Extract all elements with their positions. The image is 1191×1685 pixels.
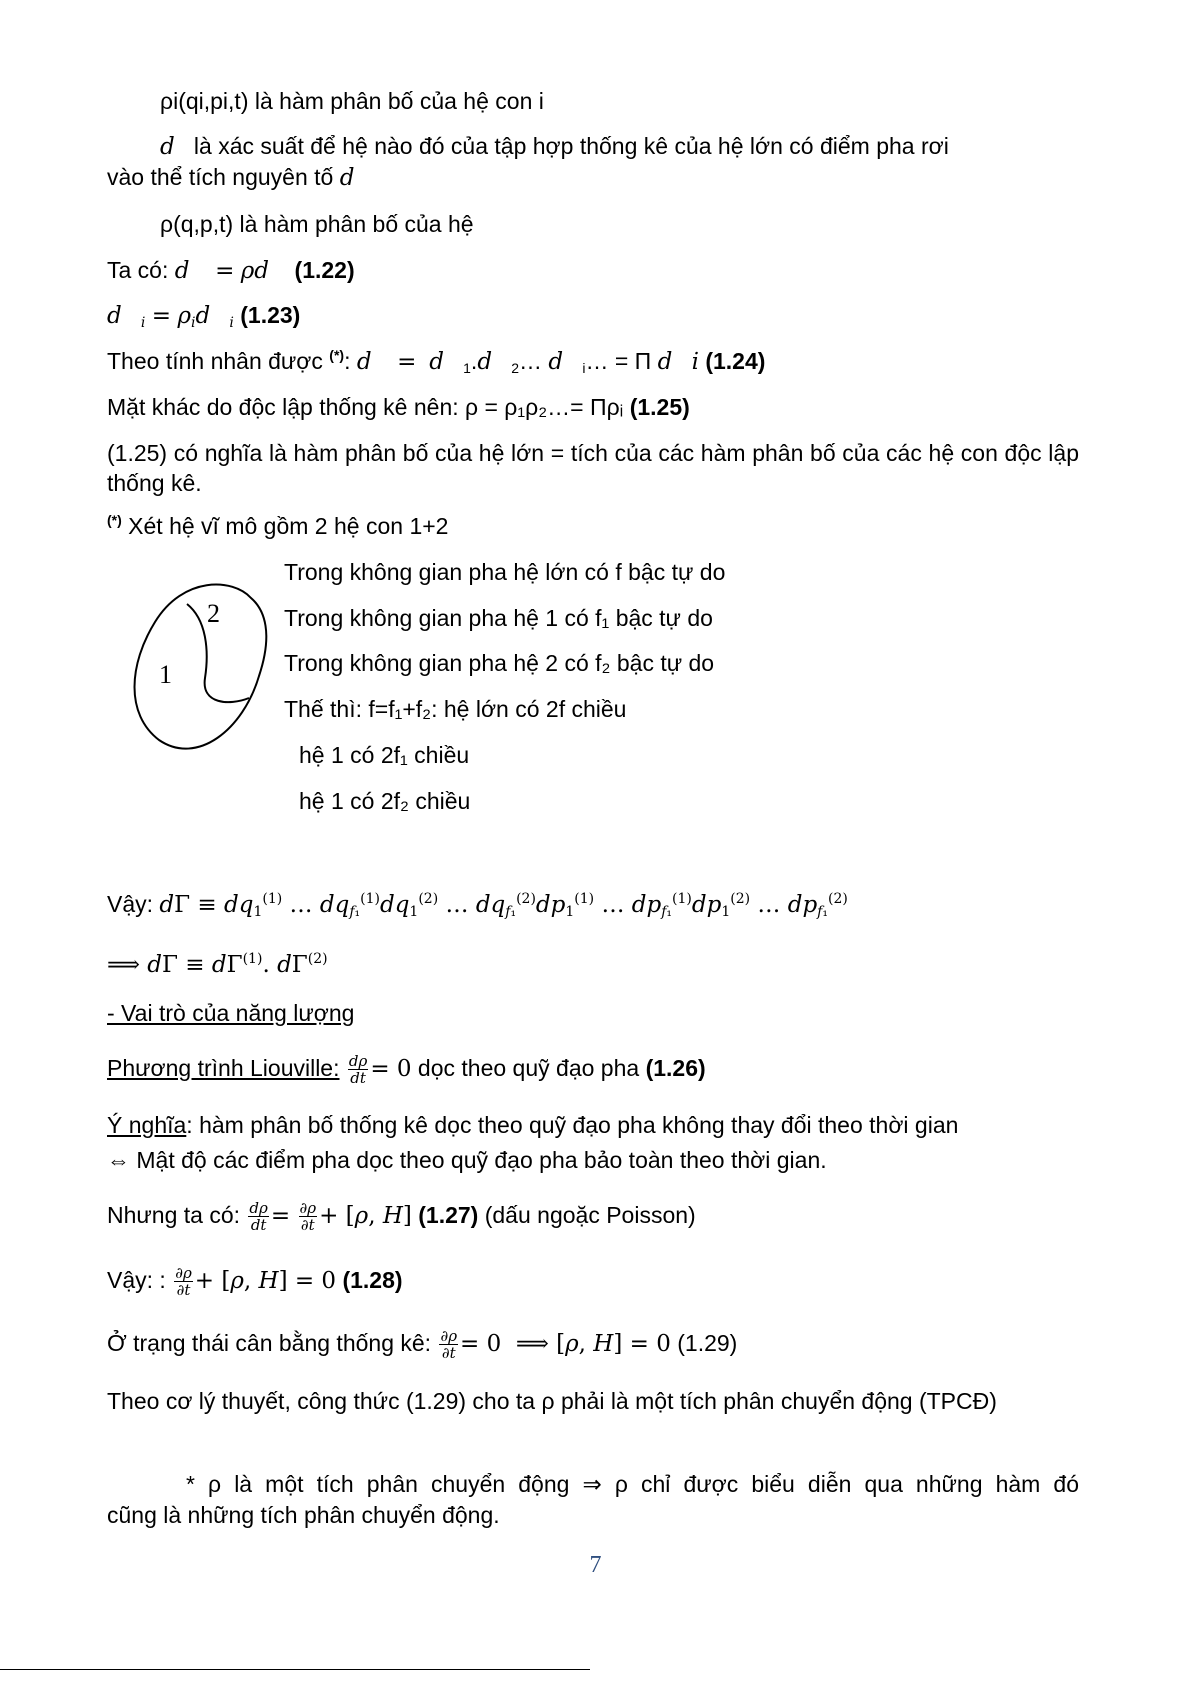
subsystem-diagram: [125, 580, 275, 760]
line-eq-1-22: Ta có: d = ρd (1.22): [107, 257, 355, 284]
paragraph-product-meaning: (1.25) có nghĩa là hàm phân bố của hệ lớn = tích của các hàm phân bố của các hệ con độc lập thống kê.: [107, 440, 1079, 496]
line-probability: d là xác suất để hệ nào đó của tập hợp thống kê của hệ lớn có điểm pha rơi: [160, 133, 949, 160]
line-system2-dof: Trong không gian pha hệ 2 có f₂ bậc tự do: [284, 650, 715, 676]
line-macrosystem: (*) Xét hệ vĩ mô gồm 2 hệ con 1+2: [107, 512, 449, 539]
line-note-cont: cũng là những tích phân chuyển động.: [107, 1502, 500, 1528]
line-note: * ρ là một tích phân chuyển động ⇒ ρ chỉ được biểu diễn qua những hàm đó: [186, 1471, 1079, 1497]
eq-number-1-29: (1.29): [677, 1330, 738, 1356]
eq-number-1-26: (1.26): [645, 1055, 706, 1081]
line-system1-dim: hệ 1 có 2f₁ chiều: [299, 742, 470, 768]
line-eq-1-29: Ở trạng thái cân bằng thống kê: $\frac{\partial\rho}{\partial t}$ = 0 ⟹ [ρ, H] = 0 (1.29): [107, 1327, 738, 1363]
line-eq-1-27: Nhưng ta có: $\frac{d\rho}{dt}$ = $\frac{\partial\rho}{\partial t}$ + [ρ, H] (1.27) (dấu ngoặc Poisson): [107, 1199, 696, 1235]
line-volume-element: Vậy: $d\Gamma \equiv dq_1^{(1)}$ … $dq_{f_1}^{(1)}dq_1^{(2)}$ … $dq_{f_1}^{(2)}dp_1^{(1)}$ … $dp_{f_1}^{(1)}dp_1^{(2)}$ … $dp_{f_1}^{(2)}$: [107, 891, 848, 920]
section-heading-energy-role: - Vai trò của năng lượng: [107, 1000, 355, 1026]
line-volume-product: ⟹ $d\Gamma \equiv d\Gamma^{(1)}$. $d\Gamma^{(2)}$: [107, 951, 328, 978]
line-liouville: Phương trình Liouville: $\frac{d\rho}{dt}$ = 0 dọc theo quỹ đạo pha (1.26): [107, 1052, 706, 1088]
line-subsystem-distribution: ρi(qi,pi,t) là hàm phân bố của hệ con i: [160, 88, 544, 114]
eq-number-1-22: (1.22): [294, 257, 355, 283]
eq-number-1-24: (1.24): [705, 348, 766, 374]
eq-number-1-25: (1.25): [629, 394, 690, 420]
eq-number-1-23: (1.23): [240, 302, 301, 328]
line-eq-1-28: Vậy: : $\frac{\partial\rho}{\partial t}$ + [ρ, H] = 0 (1.28): [107, 1264, 403, 1300]
line-eq-1-24: Theo tính nhân được (*): d = d $_1$.d $_2$… d $_i$… = Π d i (1.24): [107, 347, 766, 376]
line-eq-1-25: Mặt khác do độc lập thống kê nên: ρ = ρ₁ρ₂…= Πρᵢ (1.25): [107, 394, 690, 420]
line-eq-1-23: d $_i = \rho_id$ $_i$ (1.23): [107, 302, 301, 331]
subsystem-label-1: 1: [159, 660, 172, 689]
system-boundary: [135, 585, 267, 749]
paragraph-theory: Theo cơ lý thuyết, công thức (1.29) cho ta ρ phải là một tích phân chuyển động (TPCĐ): [107, 1388, 997, 1414]
eq-number-1-27: (1.27): [418, 1202, 479, 1228]
footer-rule: [0, 1669, 590, 1670]
line-system2-dim: hệ 1 có 2f₂ chiều: [299, 788, 471, 814]
line-system1-dof: Trong không gian pha hệ 1 có f₁ bậc tự do: [284, 605, 713, 631]
line-system-distribution: ρ(q,p,t) là hàm phân bố của hệ: [160, 211, 474, 237]
line-dimension-sum: Thế thì: f=f₁+f₂: hệ lớn có 2f chiều: [284, 696, 627, 722]
page-number: 7: [589, 1552, 602, 1578]
eq-number-1-28: (1.28): [342, 1267, 403, 1293]
line-probability-cont: vào thể tích nguyên tố d: [107, 164, 355, 191]
line-meaning-cont: ⇔ Mật độ các điểm pha dọc theo quỹ đạo pha bảo toàn theo thời gian.: [107, 1147, 827, 1173]
line-meaning: Ý nghĩa: hàm phân bố thống kê dọc theo quỹ đạo pha không thay đổi theo thời gian: [107, 1112, 959, 1138]
line-large-system-dof: Trong không gian pha hệ lớn có f bậc tự do: [284, 559, 726, 585]
subsystem-label-2: 2: [207, 599, 220, 628]
